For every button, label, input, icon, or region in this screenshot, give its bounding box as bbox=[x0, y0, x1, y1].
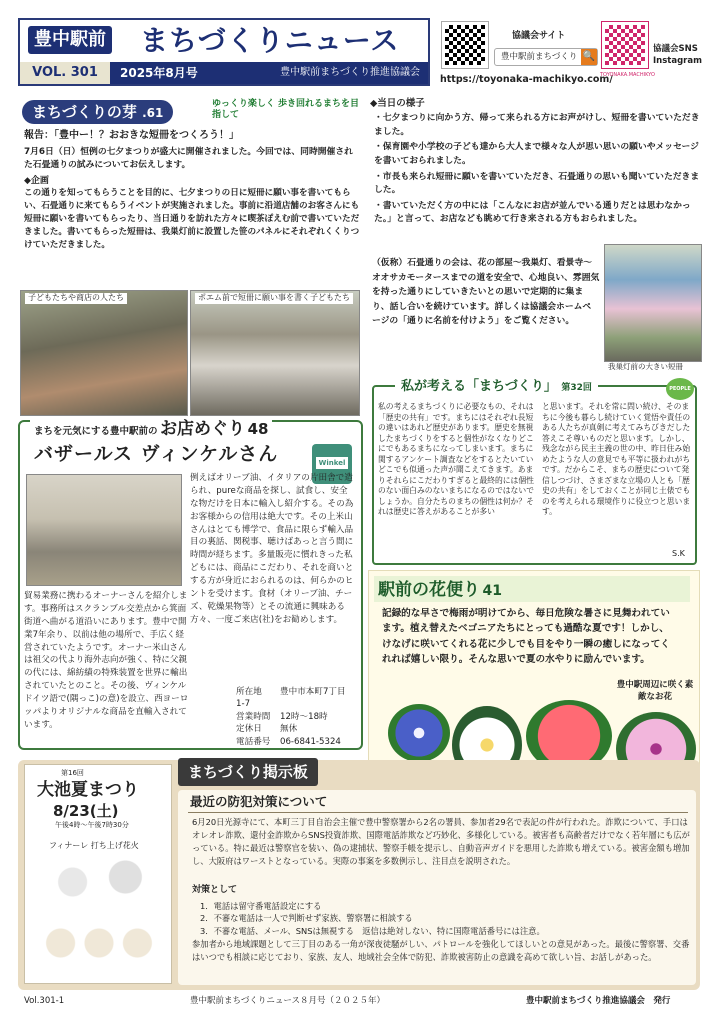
think-col1: 私の考えるまちづくりに必要なもの、それは「歴史の共有」です。まちにはそれぞれ長短の違いはあれど歴史があります。歴史を無視したまちづくりをすると個性がなくなりどこにでもあるまちになってしまいます。まちに関するアンケート調査などをするとたいていどこでも似通った声が聞こえてきます。あまりそれらにこだわりすぎると最終的には個性のない面白みのないまちになるのではないでしょうか。自分たちのまちの個性は何か？それは歴史に答えがあることが多い bbox=[378, 402, 534, 517]
masthead-title: まちづくりニュース bbox=[140, 24, 400, 57]
masthead bbox=[18, 18, 430, 86]
shop-left-text: 貿易業務に携わるオーナーさんを紹介します。事務所はスクランブル交差点から箕面街道へ曲がる道沿いにあります。豊中で開業7年余り、以前は他の場所で、手広く経営されていたようです。オーナー米山さんは祖父の代より海外志向が強く、特に父親の代には、綿紡績の特殊装置を世界に輸出されていたとのこと。その後、ヴィンケルドイツ語で(隅っこ)の意)を設立、西ヨーロッパよりオリジナルな商品を直輸入されています。 bbox=[24, 591, 189, 730]
measures-list bbox=[200, 900, 690, 937]
day-bullet: ・市長も来られ短冊に願いを書いていただき、石畳通りの思いも聞いていただきました。 bbox=[374, 171, 700, 196]
plan-heading: ◆企画 bbox=[24, 176, 49, 186]
sns-name: Instagram bbox=[653, 56, 702, 66]
sns-label: 協議会SNS bbox=[653, 44, 698, 54]
measure-item: 1．電話は留守番電話設定にする bbox=[200, 901, 322, 911]
article-p2: 参加者から地域課題として三丁目のある一角が深夜徒騒がしい、パトロールを強化してほしいとの意見があった。最後に警察署、交番はいつでも相談に応じており、家族、友人、地域社会全体で防犯、詐欺被害防止の意識を高めて欲しい旨、お話しがあった。 bbox=[192, 939, 690, 962]
board-title: まちづくり掲示板 bbox=[178, 758, 318, 786]
poster-no: 第16回 bbox=[61, 769, 84, 777]
flower-text: 記録的な早さで梅雨が明けてから、毎日危険な暑さに見舞われています。植え替えたベゴニアたちにとっても過酷な夏です！しかし、けなげに咲いてくれる花に少しでも目をやり一瞬の癒しになってくれれば嬉しい限り。そんな思いで夏の水やりに励んでいます。 bbox=[382, 608, 670, 666]
report-title: 報告：「豊中ー！？おおきな短冊をつくろう！」 bbox=[24, 130, 239, 141]
site-label: 協議会サイト bbox=[512, 31, 566, 41]
search-box[interactable] bbox=[494, 48, 598, 66]
measure-item: 2．不審な電話は一人で判断せず家族、警察署に相談する bbox=[200, 913, 413, 924]
search-icon[interactable]: 🔍 bbox=[581, 49, 597, 65]
shop-heading bbox=[30, 418, 272, 441]
flower-number: 41 bbox=[482, 583, 503, 599]
sprout-title-pill bbox=[22, 100, 173, 124]
footer-right: 豊中駅前まちづくり推進協議会 発行 bbox=[526, 996, 671, 1006]
shop-right-text: 例えばオリーブ油、イタリアの片田舎で造られ、pureな商品を探し、試食し、安全な物だけを日本に輸入し紹介する。その為お客様からの信用は絶大です。その上米山さんはとても博学で、食品に限らず輸入品目の裏話、関税事、聴けばあっと言う間に時間が経ちます。多量販売に慣れきった私どもには、商品にこだわり、それを商いとする方が身近におられるのは、何らかのヒントを受けます。食材（オリーブ油、チーズ、乾燥果物等）とその流通に興味ある方々、一度ご来店(社)をお勧めします。 bbox=[190, 473, 354, 625]
day-bullet: ・保育園や小学校の子ども達から大人まで様々な人が思い思いの願いやメッセージを書いておられました。 bbox=[374, 142, 699, 166]
info-label: 定休日 bbox=[236, 724, 262, 735]
poster-finale: フィナーレ 打ち上げ花火 bbox=[49, 841, 139, 850]
masthead-title-small: 豊中駅前 bbox=[28, 26, 112, 54]
shop-subtitle: まちを元気にする豊中駅前の bbox=[34, 426, 158, 437]
info-label: 営業時間 bbox=[236, 711, 271, 722]
photo2-caption: ポエム前で短冊に願い事を書く子どもたち bbox=[195, 293, 353, 304]
info-value: 12時〜18時 bbox=[280, 711, 328, 722]
sprout-tagline: ゆっくり楽しく 歩き回れるまちを目指して bbox=[212, 99, 360, 120]
day-closing: （仮称）石畳通りの会は、花の部屋〜我巣灯、看景寺〜オオサカモータースまでの道を安全で、心地良い、雰囲気を持った通りにしていきたいとの思いで定期的に集まり、話し合いを続けています。詳しくは協議会ホームページの「通りに名前を付けよう」をご覧ください。 bbox=[372, 258, 600, 326]
children-illustration bbox=[35, 915, 163, 971]
photo1-caption: 子どもたちや商店の人たち bbox=[25, 293, 127, 304]
info-value: 無休 bbox=[280, 724, 298, 735]
think-col2: と思います。それを常に問い続け、そのまちに今後も暮らし続けていく覚悟や責任のある人たちが真剣に考えてみちびきだした答えこそ尊いものだと思います。しかし、残念ながら民主主義の世の中、昨日住み始めたような人の意見でも平等に扱われがちです。だからこそ、まちの歴史について発信しつづけ、さまざまな立場の人とも「歴史の共有」をしておくことが同じ土俵でものを考えられる環境作りに役立つと思います。 bbox=[542, 402, 691, 517]
ig-handle: TOYONAKA.MACHIKYO bbox=[600, 72, 655, 78]
site-qr-code[interactable] bbox=[442, 22, 488, 68]
search-text: 豊中駅前まちづくり bbox=[501, 52, 578, 62]
measure-item: 3．不審な電話、メール、SNSは無視する 返信は絶対しない、特に国際電話番号には注意。 bbox=[200, 925, 545, 936]
poster-date: 8/23(土) bbox=[53, 802, 119, 820]
think-title: 私が考える「まちづくり」 bbox=[401, 379, 557, 394]
article-rule bbox=[188, 812, 688, 813]
instagram-qr-code[interactable] bbox=[602, 22, 648, 68]
photo-children bbox=[20, 290, 188, 416]
sprout-number: .61 bbox=[142, 106, 164, 120]
shop-logo-text: Winkel bbox=[316, 457, 348, 469]
measures-heading: 対策として bbox=[192, 885, 238, 895]
shop-number: 48 bbox=[247, 420, 269, 438]
think-badge: PEOPLE bbox=[666, 378, 694, 400]
sprout-title: まちづくりの芽 bbox=[32, 103, 137, 121]
shop-photo bbox=[26, 474, 182, 586]
flower-heading bbox=[378, 579, 502, 602]
info-label: 電話番号 bbox=[236, 736, 271, 747]
day-bullet: ・書いていただく方の中には「こんなにお店が並んでいる通りだとは思わなかった。」と言って、お店なども眺めて行き来される方もおられました。 bbox=[374, 200, 691, 225]
info-value: 豊中市本町7丁目1-7 bbox=[236, 687, 346, 710]
festival-poster bbox=[24, 764, 172, 984]
site-url[interactable]: https://toyonaka-machikyo.com/ bbox=[440, 74, 613, 85]
photo-writing bbox=[190, 290, 360, 416]
think-author: S.K bbox=[672, 549, 685, 558]
flower-title: 駅前の花便り bbox=[378, 580, 480, 600]
flower-asagao bbox=[388, 704, 450, 762]
think-number: 第32回 bbox=[561, 383, 592, 393]
info-value[interactable]: 06-6841-5324 bbox=[280, 736, 341, 747]
info-label: 所在地 bbox=[236, 687, 262, 697]
day-bullets bbox=[374, 112, 700, 227]
shop-info bbox=[236, 686, 354, 748]
flower-side-note: 豊中駅周辺に咲く素敵なお花 bbox=[616, 680, 694, 702]
day-heading: ◆当日の様子 bbox=[370, 98, 425, 109]
sprout-intro: 7月6日（日）恒例の七夕まつりが盛大に開催されました。今回では、同時開催された石畳通りの試みについてお伝えします。 bbox=[24, 147, 353, 171]
day-bullet: ・七夕まつりに向かう方、帰って来られる方にお声がけし、短冊を書いていただきました。 bbox=[374, 113, 700, 137]
plan-text: この通りを知ってもらうことを目的に、七夕まつりの日に短冊に願い事を書いてもらい、石畳通りに来てもらうイベントが実施されました。事前に沿道店舗のお客さんにも短冊に願いを書いてもらったり、当日通りを訪れた方々に喫茶ぽえむ前で書いていただきました。書いてもらった短冊は、我巣灯前に設置した笹のパネルにそれぞれくくりつけていただきました。 bbox=[24, 188, 360, 250]
day-photo-caption: 我巣灯前の大きい短冊 bbox=[608, 362, 683, 371]
shop-name: バザールス ヴィンケルさん bbox=[34, 443, 279, 465]
footer-page: Vol.301-1 bbox=[24, 996, 65, 1006]
poster-title: 大池夏まつり bbox=[37, 780, 139, 800]
masthead-org: 豊中駅前まちづくり推進協議会 bbox=[280, 67, 420, 78]
issue-date: 2025年8月号 bbox=[120, 66, 198, 80]
volume-number: VOL. 301 bbox=[20, 62, 110, 84]
think-title-wrap bbox=[395, 378, 598, 396]
article-title: 最近の防犯対策について bbox=[190, 794, 328, 809]
shop-title: お店めぐり bbox=[160, 419, 246, 439]
footer-center: 豊中駅前まちづくりニュース８月号（２０２５年） bbox=[190, 996, 385, 1006]
photo-big-tanzaku bbox=[604, 244, 702, 362]
poster-time: 午後4時〜午後7時30分 bbox=[55, 821, 129, 829]
article-p1: 6月20日光源寺にて、本町三丁目自治会主催で豊中警察署から2名の署員、参加者29名で表記の件が行われた。詐欺について、手口はオレオレ詐欺、還付金詐欺からSNS投資詐欺、国際電話詐欺など巧妙化、多様化している。被害者も高齢者だけでなく若年層にも広がっている。特に最近は警察官を装い、偽の逮捕状、警察手帳を提示し、自動音声ガイドを悪用した詐欺も増えている。被害金額も増加し、大阪府はワーストとなっている。実際の事案を多数例示し、注目点を説明された。 bbox=[192, 817, 690, 866]
fireworks-illustration bbox=[33, 857, 165, 907]
